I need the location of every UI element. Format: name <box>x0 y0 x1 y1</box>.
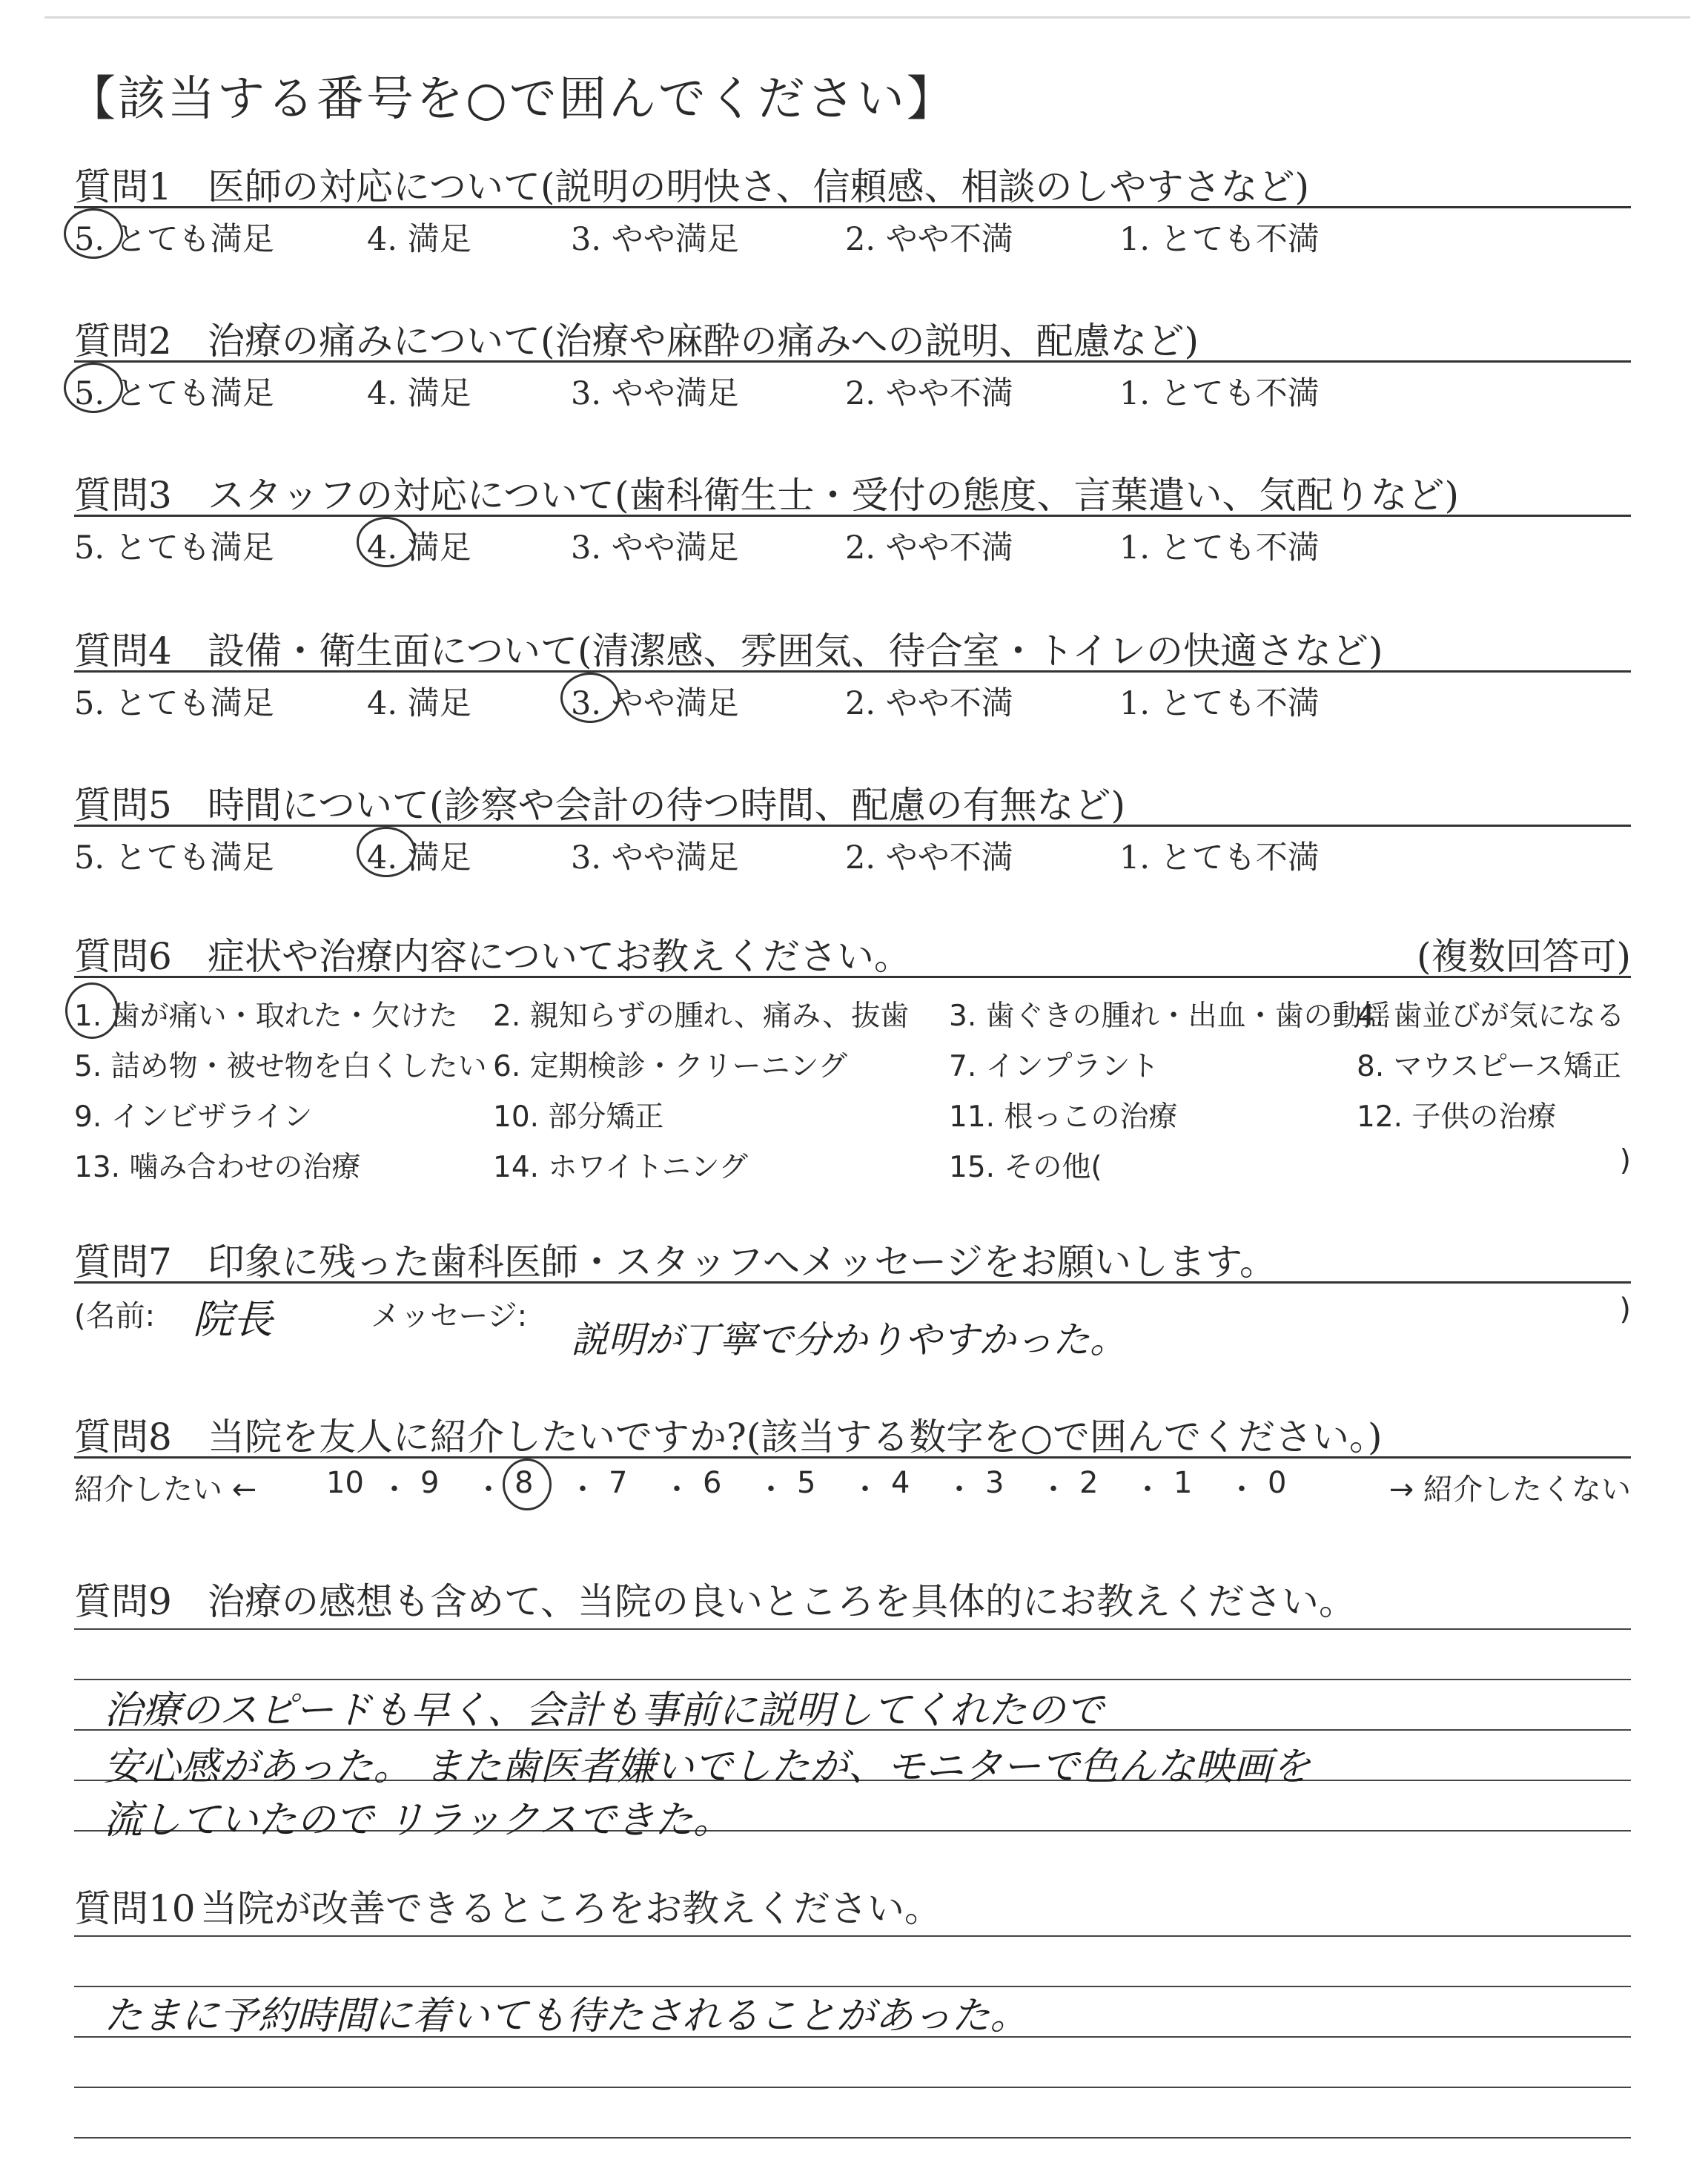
rating-option-1[interactable]: 1. とても不満 <box>1119 685 1320 722</box>
answer-line <box>74 1935 1631 1937</box>
scale-separator: ・ <box>756 1473 786 1507</box>
rating-option-2[interactable]: 2. やや不満 <box>845 375 1013 412</box>
top-border <box>44 16 1690 19</box>
scale-separator: ・ <box>944 1473 974 1507</box>
question-6 <box>74 927 1631 1200</box>
scale-separator: ・ <box>1227 1473 1257 1507</box>
rating-option-4[interactable]: 4. 満足 <box>367 839 471 876</box>
scale-right-label: → 紹介したくない <box>1388 1473 1631 1507</box>
rating-option-5[interactable]: 5. とても満足 <box>74 529 274 567</box>
rating-option-3[interactable]: 3. やや満足 <box>571 529 739 567</box>
multiple-answers-note: (複数回答可) <box>1416 935 1631 978</box>
scale-value-3[interactable]: 3 <box>985 1466 1004 1500</box>
scale-value-6[interactable]: 6 <box>703 1466 722 1500</box>
rating-option-1[interactable]: 1. とても不満 <box>1119 221 1320 258</box>
q9-answer-line[interactable]: 安心感があった。 また歯医者嫌いでしたが、モニターで色んな映画を <box>104 1745 1311 1789</box>
rating-option-3[interactable]: 3. やや満足 <box>571 221 739 258</box>
question-text: スタッフの対応について(歯科衛生士・受付の態度、言葉遣い、気配りなど) <box>208 474 1460 517</box>
symptom-option-12[interactable]: 12. 子供の治療 <box>1357 1100 1557 1134</box>
answer-line <box>74 2137 1631 2138</box>
rating-option-5[interactable]: 5. とても満足 <box>74 375 274 412</box>
rating-options <box>74 363 1631 410</box>
symptom-option-9[interactable]: 9. インビザライン <box>74 1100 313 1134</box>
rating-option-5[interactable]: 5. とても満足 <box>74 839 274 876</box>
scale-value-10[interactable]: 10 <box>326 1466 364 1500</box>
scale-value-0[interactable]: 0 <box>1268 1466 1287 1500</box>
symptom-option-10[interactable]: 10. 部分矯正 <box>493 1100 664 1134</box>
scale-separator: ・ <box>1039 1473 1068 1507</box>
question-8 <box>74 1407 1631 1510</box>
question-number: 質問8 <box>74 1416 172 1459</box>
question-number: 質問4 <box>74 630 172 673</box>
rating-option-3[interactable]: 3. やや満足 <box>571 685 739 722</box>
rating-options <box>74 827 1631 874</box>
answer-line <box>74 1628 1631 1630</box>
q9-answer-line[interactable]: 治療のスピードも早く、会計も事前に説明してくれたので <box>104 1688 1104 1733</box>
scale-value-9[interactable]: 9 <box>420 1466 440 1500</box>
rating-option-4[interactable]: 4. 満足 <box>367 375 471 412</box>
answer-line <box>74 2087 1631 2088</box>
scale-separator: ・ <box>474 1473 503 1507</box>
rating-option-5[interactable]: 5. とても満足 <box>74 685 274 722</box>
rating-option-4[interactable]: 4. 満足 <box>367 685 471 722</box>
scale-left-label: 紹介したい ← <box>74 1473 257 1507</box>
question-7 <box>74 1232 1631 1361</box>
question-number: 質問5 <box>74 784 172 827</box>
rating-option-2[interactable]: 2. やや不満 <box>845 685 1013 722</box>
other-close-paren: ) <box>1619 1144 1631 1178</box>
message-label: メッセージ: <box>371 1299 528 1333</box>
scale-separator: ・ <box>850 1473 880 1507</box>
q10-answer-line[interactable]: たまに予約時間に着いても待たされることがあった。 <box>104 1994 1029 2038</box>
question-text: 治療の痛みについて(治療や麻酔の痛みへの説明、配慮など) <box>208 320 1199 363</box>
symptom-option-15[interactable]: 15. その他( <box>949 1151 1102 1184</box>
question-9 <box>74 1572 1631 1621</box>
question-3 <box>74 466 1631 567</box>
rating-option-3[interactable]: 3. やや満足 <box>571 375 739 412</box>
symptom-option-1[interactable]: 1. 歯が痛い・取れた・欠けた <box>74 1000 458 1033</box>
question-text: 設備・衛生面について(清潔感、雰囲気、待合室・トイレの快適さなど) <box>208 630 1383 673</box>
rating-options <box>74 208 1631 256</box>
question-text: 時間について(診察や会計の待つ時間、配慮の有無など) <box>208 784 1126 827</box>
question-text: 治療の感想も含めて、当院の良いところを具体的にお教えください。 <box>208 1580 1356 1623</box>
symptom-option-2[interactable]: 2. 親知らずの腫れ、痛み、抜歯 <box>493 1000 910 1033</box>
rating-option-5[interactable]: 5. とても満足 <box>74 221 274 258</box>
symptom-option-8[interactable]: 8. マウスピース矯正 <box>1357 1050 1621 1083</box>
question-text: 症状や治療内容についてお教えください。 <box>208 935 911 978</box>
rating-options <box>74 673 1631 720</box>
rating-option-3[interactable]: 3. やや満足 <box>571 839 739 876</box>
question-text: 医師の対応について(説明の明快さ、信頼感、相談のしやすさなど) <box>208 165 1310 208</box>
scale-value-7[interactable]: 7 <box>609 1466 628 1500</box>
scale-value-2[interactable]: 2 <box>1079 1466 1099 1500</box>
symptom-option-4[interactable]: 4. 歯並びが気になる <box>1357 1000 1625 1033</box>
symptom-options <box>74 978 1631 1200</box>
question-1 <box>74 157 1631 256</box>
question-text: 当院を友人に紹介したいですか?(該当する数字を○で囲んでください。) <box>208 1416 1383 1459</box>
symptom-option-13[interactable]: 13. 噛み合わせの治療 <box>74 1151 361 1184</box>
question-5 <box>74 776 1631 874</box>
rating-option-1[interactable]: 1. とても不満 <box>1119 839 1320 876</box>
symptom-option-3[interactable]: 3. 歯ぐきの腫れ・出血・歯の動揺 <box>949 1000 1391 1033</box>
rating-option-2[interactable]: 2. やや不満 <box>845 529 1013 567</box>
symptom-option-14[interactable]: 14. ホワイトニング <box>493 1151 748 1184</box>
rating-option-4[interactable]: 4. 満足 <box>367 221 471 258</box>
rating-option-1[interactable]: 1. とても不満 <box>1119 529 1320 567</box>
message-close-paren: ) <box>1619 1292 1631 1327</box>
rating-option-4[interactable]: 4. 満足 <box>367 529 471 567</box>
question-2 <box>74 311 1631 410</box>
rating-option-2[interactable]: 2. やや不満 <box>845 839 1013 876</box>
rating-options <box>74 517 1631 567</box>
question-number: 質問3 <box>74 474 172 517</box>
question-4 <box>74 621 1631 720</box>
question-10 <box>74 1879 1631 1928</box>
rating-option-1[interactable]: 1. とても不満 <box>1119 375 1320 412</box>
question-number: 質問9 <box>74 1580 172 1623</box>
message-value[interactable]: 説明が丁寧で分かりやすかった。 <box>571 1318 1127 1361</box>
scale-separator: ・ <box>380 1473 409 1507</box>
rating-option-2[interactable]: 2. やや不満 <box>845 221 1013 258</box>
scale-value-8[interactable]: 8 <box>514 1466 534 1500</box>
scale-value-1[interactable]: 1 <box>1174 1466 1193 1500</box>
name-label: (名前: <box>74 1299 156 1333</box>
scale-separator: ・ <box>1133 1473 1162 1507</box>
question-number: 質問1 <box>74 165 172 208</box>
scale-separator: ・ <box>662 1473 692 1507</box>
question-number: 質問7 <box>74 1241 172 1284</box>
question-number: 質問6 <box>74 935 172 978</box>
question-number: 質問2 <box>74 320 172 363</box>
question-text: 印象に残った歯科医師・スタッフへメッセージをお願いします。 <box>208 1241 1277 1284</box>
question-number: 質問10 <box>74 1887 196 1930</box>
scale-separator: ・ <box>568 1473 598 1507</box>
name-value[interactable]: 院長 <box>193 1296 273 1343</box>
question-text: 当院が改善できるところをお教えください。 <box>200 1887 941 1930</box>
symptom-option-11[interactable]: 11. 根っこの治療 <box>949 1100 1178 1134</box>
page-header: 【該当する番号を○で囲んでください】 <box>68 72 956 127</box>
symptom-option-6[interactable]: 6. 定期検診・クリーニング <box>493 1050 847 1083</box>
symptom-option-7[interactable]: 7. インプラント <box>949 1050 1159 1083</box>
recommend-scale <box>74 1459 1631 1510</box>
scale-value-5[interactable]: 5 <box>797 1466 816 1500</box>
symptom-option-5[interactable]: 5. 詰め物・被せ物を白くしたい <box>74 1050 487 1083</box>
q9-answer-line[interactable]: 流していたので リラックスできた。 <box>104 1798 732 1843</box>
scale-value-4[interactable]: 4 <box>891 1466 910 1500</box>
